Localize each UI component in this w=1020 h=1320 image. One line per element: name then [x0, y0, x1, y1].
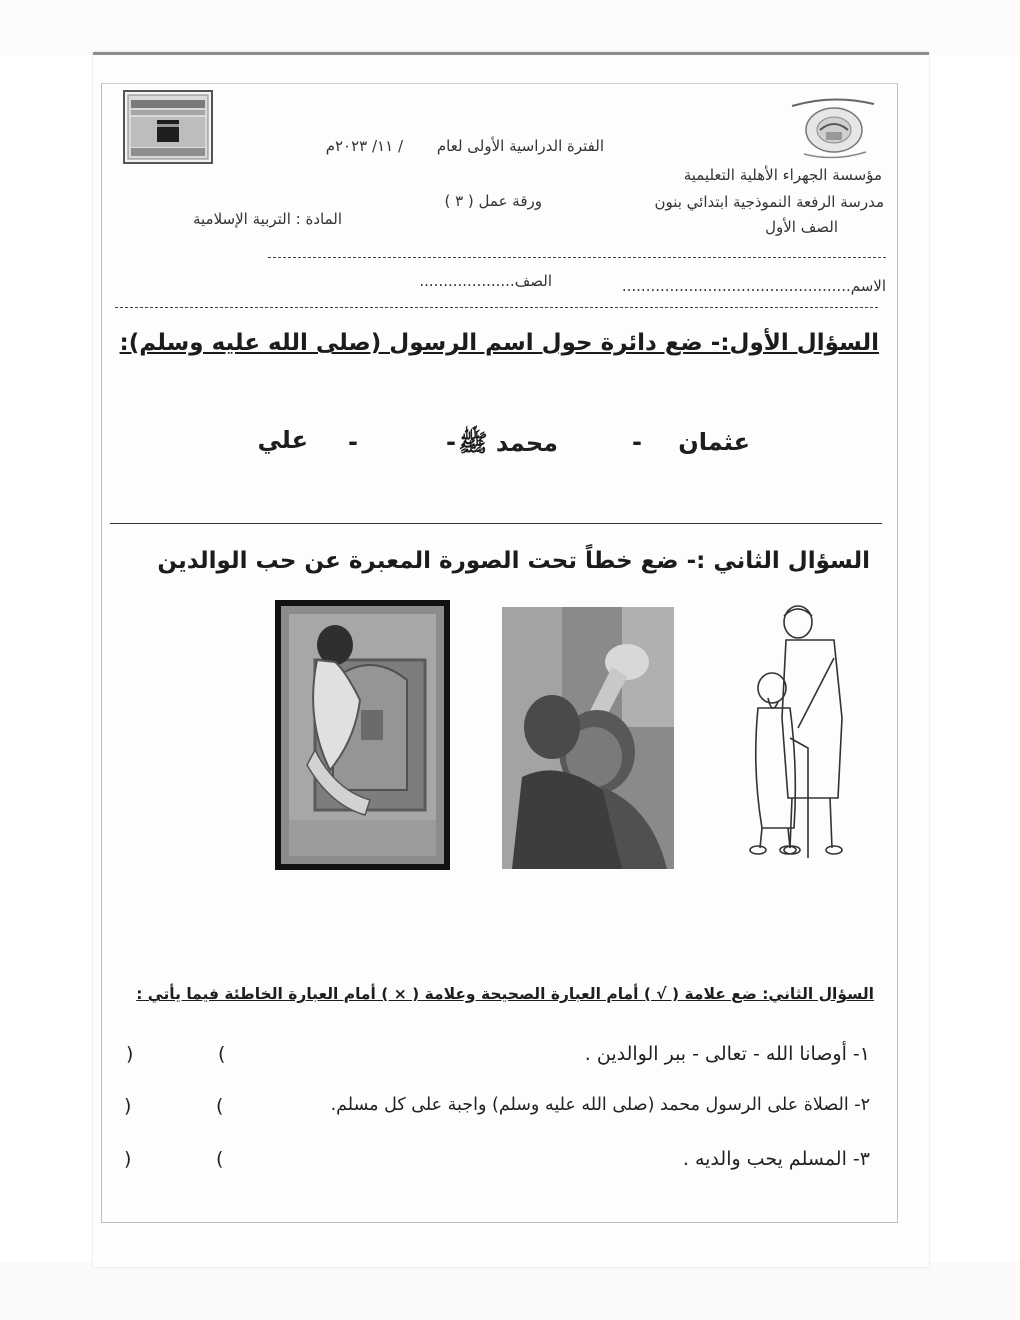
angry-man-image[interactable]: [502, 607, 674, 869]
foundation-name: مؤسسة الجهراء الأهلية التعليمية: [683, 166, 882, 184]
choice-ali[interactable]: علي: [257, 426, 308, 454]
choice-separator: -: [348, 428, 358, 456]
answer-paren-close[interactable]: ): [124, 1095, 132, 1117]
kaaba-logo: [123, 90, 213, 164]
term-label: الفترة الدراسية الأولى لعام: [436, 137, 604, 155]
subject-label: المادة : التربية الإسلامية: [192, 210, 342, 228]
grade-label: الصف الأول: [765, 218, 838, 236]
choice-separator: -: [446, 428, 456, 456]
statement-1: ١- أوصانا الله - تعالى - ببر الوالدين .: [584, 1043, 870, 1065]
question1-title: السؤال الأول:- ضع دائرة حول اسم الرسول (صلى الله عليه وسلم):: [119, 330, 879, 356]
statement-2: ٢- الصلاة على الرسول محمد (صلى الله عليه وسلم) واجبة على كل مسلم.: [330, 1095, 870, 1115]
school-logo: [782, 92, 882, 160]
section-divider: [110, 523, 882, 524]
date-label: / ١١/ ٢٠٢٣م: [325, 137, 403, 155]
worksheet-number: ورقة عمل ( ٣ ): [444, 192, 542, 210]
choice-separator: -: [632, 428, 642, 456]
answer-paren-close[interactable]: ): [124, 1148, 132, 1170]
question3-title: السؤال الثاني: ضع علامة ( √ ) أمام العبارة الصحيحة وعلامة ( × ) أمام العبارة الخاطئة فيما يأتي :: [136, 985, 874, 1003]
background-bottom: [0, 1262, 1020, 1320]
boy-helping-elderly-image[interactable]: [738, 598, 868, 866]
background-top: [0, 0, 1020, 55]
choice-uthman[interactable]: عثمان: [678, 428, 750, 456]
praying-person-image[interactable]: [275, 600, 450, 870]
student-class-field: الصف....................: [419, 272, 552, 290]
statement-3: ٣- المسلم يحب والديه .: [682, 1148, 870, 1170]
question2-title: السؤال الثاني :- ضع خطاً تحت الصورة المعبرة عن حب الوالدين: [157, 548, 870, 574]
answer-paren-open[interactable]: (: [216, 1095, 224, 1117]
choice-muhammad[interactable]: محمد ﷺ: [458, 429, 558, 457]
student-name-field: الاسم................................................: [621, 277, 886, 295]
answer-paren-open[interactable]: (: [216, 1148, 224, 1170]
header-divider-2: [115, 307, 878, 308]
answer-paren-open[interactable]: (: [218, 1043, 226, 1065]
header-divider-1: [268, 257, 886, 258]
answer-paren-close[interactable]: ): [126, 1043, 134, 1065]
school-name: مدرسة الرفعة النموذجية ابتدائي بنون: [654, 193, 884, 211]
